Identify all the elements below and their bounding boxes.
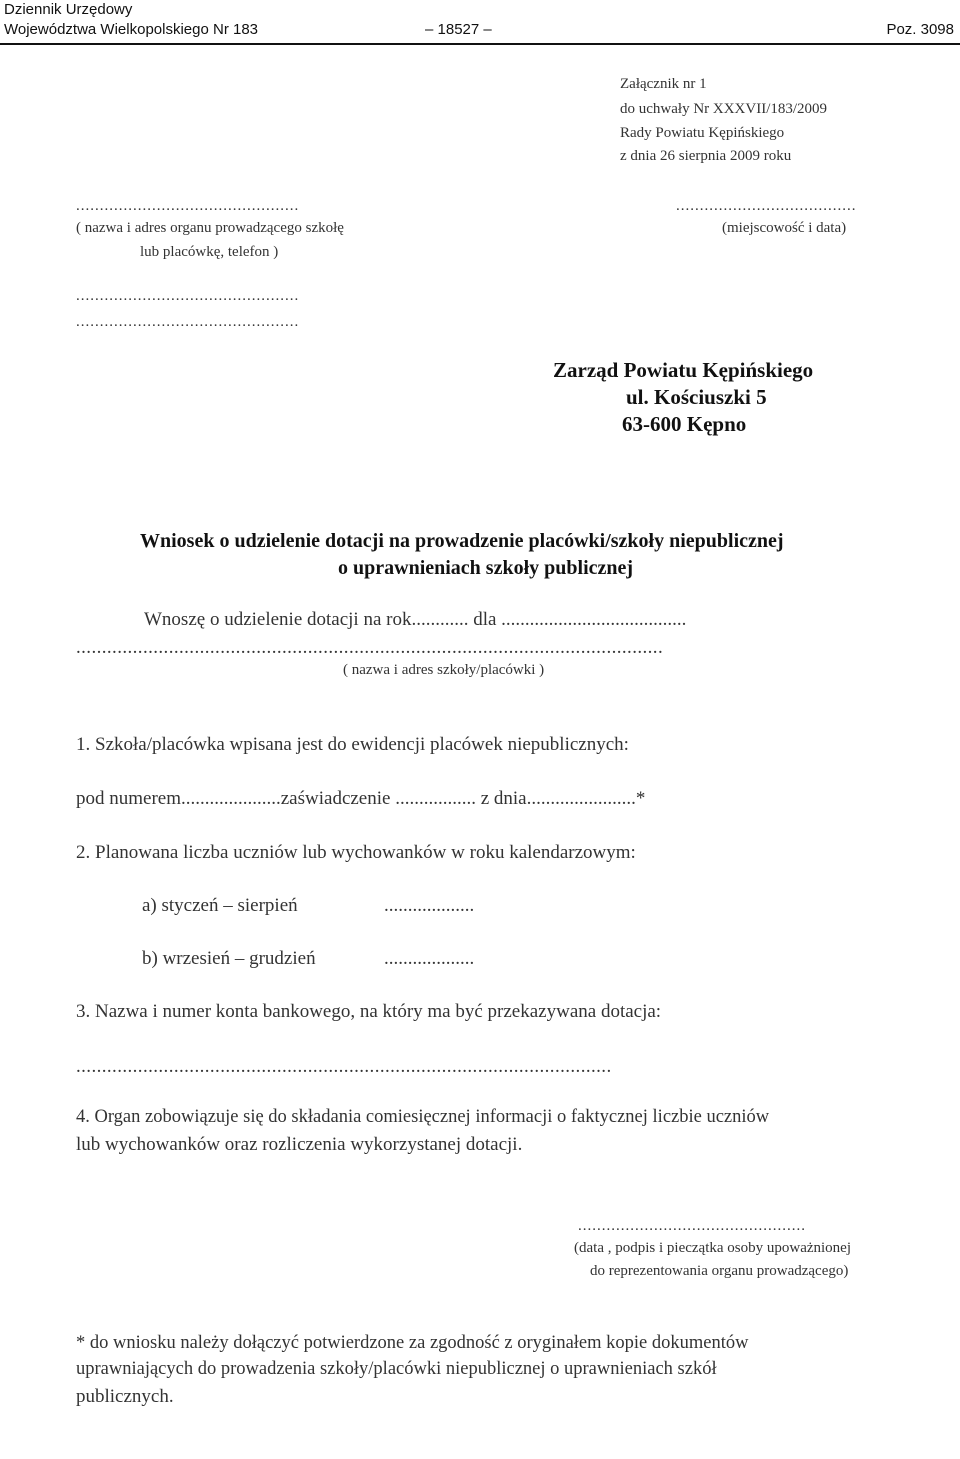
- annex-line-1: Załącznik nr 1: [620, 76, 707, 92]
- signature-label-2: do reprezentowania organu prowadzącego): [590, 1263, 849, 1279]
- section4-line-2: lub wychowanków oraz rozliczenia wykorzystanej dotacji.: [76, 1134, 523, 1155]
- page-header: [0, 0, 960, 46]
- addressee-name: Zarząd Powiatu Kępińskiego: [553, 358, 814, 382]
- signature-dots: ................................................: [578, 1218, 806, 1234]
- section1-heading: 1. Szkoła/placówka wpisana jest do ewidencji placówek niepublicznych:: [76, 734, 629, 755]
- title-line-2: o uprawnieniach szkoły publicznej: [338, 557, 634, 579]
- title-line-1: Wniosek o udzielenie dotacji na prowadzenie placówki/szkoły niepublicznej: [140, 530, 784, 552]
- section3-heading: 3. Nazwa i numer konta bankowego, na który ma być przekazywana dotacja:: [76, 1001, 662, 1022]
- request-label: ( nazwa i adres szkoły/placówki ): [343, 662, 545, 678]
- section3-dots: ........................................................................................................: [76, 1056, 612, 1077]
- place-date-label: (miejscowość i data): [722, 220, 847, 236]
- applicant-dots: ...............................................: [76, 198, 300, 214]
- page-number: – 18527 –: [425, 21, 492, 38]
- section2-b-dots: ...................: [384, 948, 475, 969]
- footnote-line-1: * do wniosku należy dołączyć potwierdzone za zgodność z oryginałem kopie dokumentów: [76, 1333, 749, 1353]
- annex-line-3: Rady Powiatu Kępińskiego: [620, 125, 785, 141]
- journal-issue: Województwa Wielkopolskiego Nr 183: [4, 21, 259, 38]
- section2-a-label: a) styczeń – sierpień: [142, 895, 298, 916]
- section4-line-1: 4. Organ zobowiązuje się do składania comiesięcznej informacji o faktycznej liczbie uczniów: [76, 1107, 770, 1127]
- journal-name: Dziennik Urzędowy: [4, 1, 133, 18]
- request-dots: ..................................................................................................................: [76, 637, 664, 658]
- addressee-city: 63-600 Kępno: [622, 412, 747, 436]
- section1-line: pod numerem.....................zaświadczenie ................. z dnia.......................*: [76, 788, 646, 809]
- request-line: Wnoszę o udzielenie dotacji na rok............ dla .......................................: [144, 609, 687, 630]
- place-date-dots: ......................................: [676, 198, 857, 214]
- position-number: Poz. 3098: [886, 21, 954, 38]
- header-rule: [0, 43, 960, 45]
- section2-a-dots: ...................: [384, 895, 475, 916]
- annex-line-2: do uchwały Nr XXXVII/183/2009: [620, 101, 828, 117]
- signature-label-1: (data , podpis i pieczątka osoby upoważnionej: [574, 1240, 852, 1256]
- footnote-line-3: publicznych.: [76, 1386, 174, 1407]
- applicant-label-2: lub placówkę, telefon ): [140, 244, 279, 260]
- section2-heading: 2. Planowana liczba uczniów lub wychowanków w roku kalendarzowym:: [76, 842, 636, 863]
- section2-b-label: b) wrzesień – grudzień: [142, 948, 316, 969]
- applicant-dots-2: ...............................................: [76, 288, 300, 304]
- applicant-dots-3: ...............................................: [76, 314, 300, 330]
- annex-line-4: z dnia 26 sierpnia 2009 roku: [620, 148, 792, 164]
- applicant-label-1: ( nazwa i adres organu prowadzącego szkołę: [76, 220, 344, 236]
- footnote-line-2: uprawniających do prowadzenia szkoły/placówki niepublicznej o uprawnieniach szkół: [76, 1359, 717, 1379]
- addressee-street: ul. Kościuszki 5: [626, 385, 767, 409]
